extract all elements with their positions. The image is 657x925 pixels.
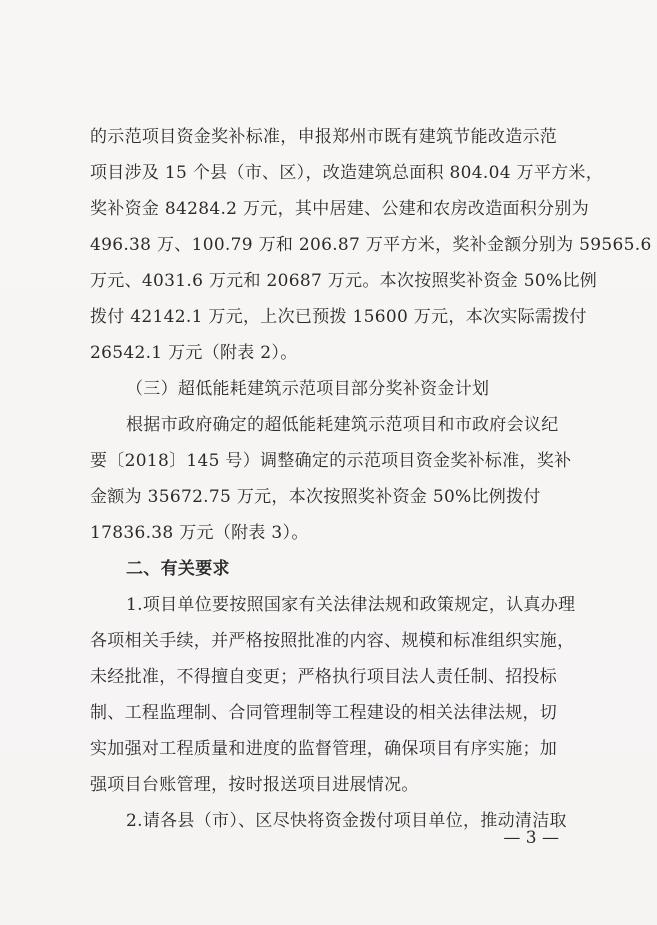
document-line: 项目涉及 15 个县（市、区），改造建筑总面积 804.04 万平方米， — [90, 163, 604, 183]
document-line: 奖补资金 84284.2 万元，其中居建、公建和农房改造面积分别为 — [90, 199, 590, 219]
document-line: 根据市政府确定的超低能耗建筑示范项目和市政府会议纪 — [126, 415, 559, 435]
document-line: 金额为 35672.75 万元，本次按照奖补资金 50%比例拨付 — [90, 487, 541, 507]
document-line: 26542.1 万元（附表 2）。 — [90, 343, 298, 363]
document-line: 强项目台账管理，按时报送项目进展情况。 — [90, 775, 419, 795]
document-line: 万元、4031.6 万元和 20687 万元。本次按照奖补资金 50%比例 — [90, 271, 598, 291]
document-line: 的示范项目资金奖补标准，申报郑州市既有建筑节能改造示范 — [90, 127, 558, 147]
document-line: 实加强对工程质量和进度的监督管理，确保项目有序实施；加 — [90, 739, 558, 759]
document-line: 17836.38 万元（附表 3）。 — [90, 523, 309, 543]
document-line: 制、工程监理制、合同管理制等工程建设的相关法律法规，切 — [90, 703, 558, 723]
page-number: — 3 — — [503, 828, 559, 848]
document-line: 未经批准，不得擅自变更；严格执行项目法人责任制、招投标 — [90, 667, 558, 687]
document-line: 1.项目单位要按照国家有关法律法规和政策规定，认真办理 — [126, 595, 576, 615]
document-line: 496.38 万、100.79 万和 206.87 万平方米，奖补金额分别为 59565.6 — [90, 235, 652, 255]
section-title: 二、有关要求 — [126, 559, 230, 579]
document-line: 2.请各县（市）、区尽快将资金拨付项目单位，推动清洁取 — [126, 811, 567, 831]
document-line: 要〔2018〕145 号）调整确定的示范项目资金奖补标准，奖补 — [90, 451, 572, 471]
section-heading: （三）超低能耗建筑示范项目部分奖补资金计划 — [126, 379, 490, 399]
document-line: 拨付 42142.1 万元，上次已预拨 15600 万元，本次实际需拨付 — [90, 307, 587, 327]
document-line: 各项相关手续，并严格按照批准的内容、规模和标准组织实施， — [90, 631, 575, 651]
